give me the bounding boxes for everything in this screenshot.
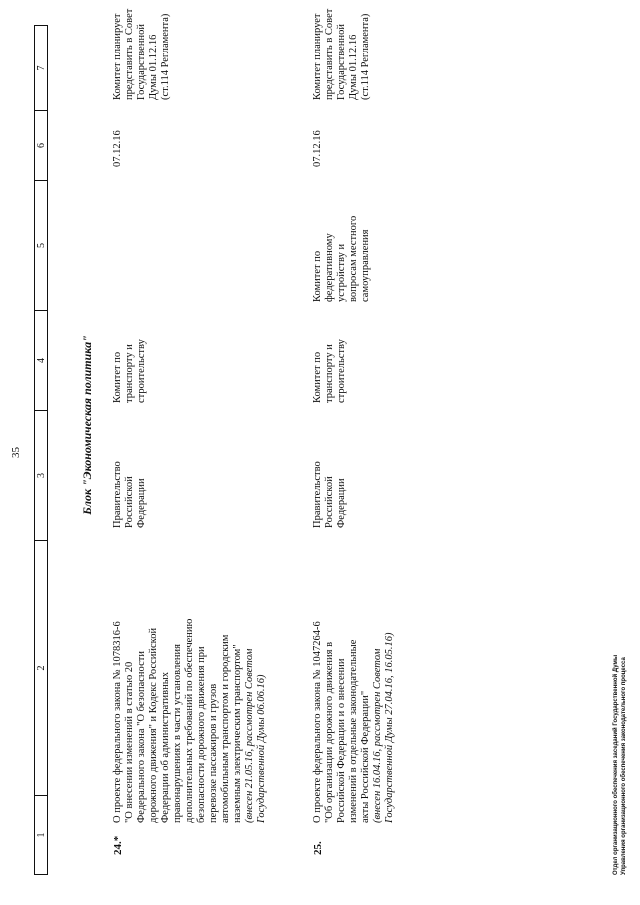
text-line: Российской (124, 476, 135, 528)
bill-author (112, 461, 148, 528)
text-line: безопасности дорожного движения при (196, 646, 207, 823)
text-line: (внесен 21.05.16, рассмотрен Советом (244, 648, 255, 823)
table-header (34, 25, 48, 875)
text-line: представить в Совет (324, 8, 335, 100)
co-executor-committee (312, 216, 372, 302)
text-line: дорожного движения" и Кодекс Российской (148, 627, 159, 823)
text-line: Федерального закона "О безопасности (136, 651, 147, 823)
column-header-7: 7 (34, 25, 48, 110)
text-line: транспорту и (124, 344, 135, 403)
text-line: представить в Совет (124, 8, 135, 100)
committee-plan (312, 9, 372, 100)
row-number: 24.* (112, 835, 124, 855)
text-line: Управления организационного обеспечения законодательного процесса (621, 657, 627, 875)
text-line: дополнительных требований по обеспечению (184, 618, 195, 823)
text-line: Комитет планирует (312, 13, 323, 100)
text-line: Российской (324, 476, 335, 528)
text-line: (ст.114 Регламента) (360, 13, 371, 100)
text-line: вопросам местного (348, 215, 359, 302)
text-line: наземным электрическим транспортом" (232, 644, 243, 823)
bill-title (112, 619, 268, 823)
review-date: 07.12.16 (312, 130, 323, 167)
column-header-1: 1 (34, 795, 48, 875)
text-line: Федерации (336, 478, 347, 528)
text-line: Думы 01.12.16 (148, 34, 159, 100)
column-header-5: 5 (34, 180, 48, 310)
page-number: 35 (10, 447, 22, 458)
text-line: Отдел организационного обеспечения заседаний Государственной Думы (613, 654, 619, 875)
column-header-6: 6 (34, 110, 48, 180)
row-number: 25. (312, 841, 324, 855)
text-line: акты Российской Федерации" (360, 690, 371, 823)
text-line: Комитет по (312, 351, 323, 403)
text-line: Комитет по (112, 351, 123, 403)
text-line: (ст.114 Регламента) (160, 13, 171, 100)
text-line: Федерации об административных (160, 671, 171, 823)
text-line: (внесен 16.04.16, рассмотрен Советом (372, 648, 383, 823)
text-line: Правительство (112, 461, 123, 528)
text-line: О проекте федерального закона № 1047264-6 (312, 621, 323, 823)
responsible-committee (312, 339, 348, 403)
committee-plan (112, 9, 172, 100)
text-line: Государственной Думы 06.06.16) (256, 674, 267, 823)
text-line: "Об организации дорожного движения в (324, 641, 335, 823)
text-line: Государственной (136, 24, 147, 100)
text-line: изменений в отдельные законодательные (348, 639, 359, 823)
text-line: Комитет планирует (112, 13, 123, 100)
column-header-3: 3 (34, 410, 48, 540)
text-line: Государственной (336, 24, 347, 100)
text-line: Федерации (136, 478, 147, 528)
text-line: транспорту и (324, 344, 335, 403)
column-header-2: 2 (34, 540, 48, 795)
footer (612, 655, 628, 875)
text-line: О проекте федерального закона № 1078316-6 (112, 621, 123, 823)
text-line: Комитет по (312, 250, 323, 302)
responsible-committee (112, 339, 148, 403)
text-line: устройству и (336, 243, 347, 302)
text-line: Государственной Думы 27.04.16, 16.05.16) (384, 632, 395, 823)
bill-title (312, 621, 396, 823)
block-title: Блок "Экономическая политика" (80, 335, 94, 515)
text-line: автомобильным транспортом и городским (220, 634, 231, 823)
text-line: Российской Федерации и о внесении (336, 658, 347, 823)
review-date: 07.12.16 (112, 130, 123, 167)
text-line: Правительство (312, 461, 323, 528)
text-line: самоуправления (360, 229, 371, 302)
column-header-4: 4 (34, 310, 48, 410)
text-line: правонарушениях в части установления (172, 644, 183, 823)
text-line: "О внесении изменений в статью 20 (124, 661, 135, 823)
text-line: строительству (136, 339, 147, 403)
bill-author (312, 461, 348, 528)
text-line: Думы 01.12.16 (348, 34, 359, 100)
text-line: строительству (336, 339, 347, 403)
text-line: федеративному (324, 233, 335, 302)
text-line: перевозке пассажиров и грузов (208, 683, 219, 823)
